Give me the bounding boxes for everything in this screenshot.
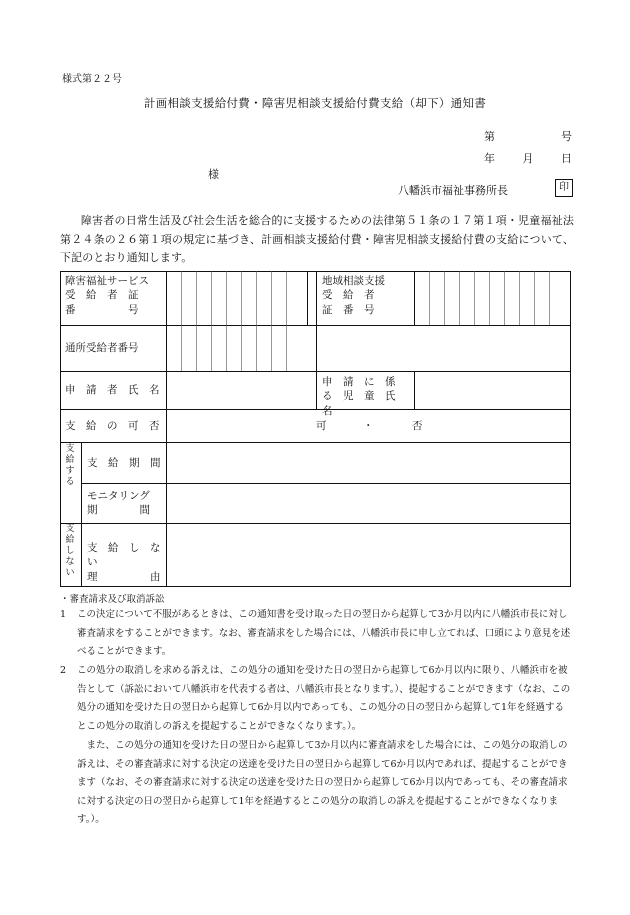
note-item-1-number: 1 — [60, 609, 67, 620]
issue-number-suffix: 号 — [561, 130, 572, 143]
issuer-name: 八幡浜市福祉事務所長 — [398, 184, 508, 197]
welfare-cert-label-line2: 受 給 者 証 — [65, 289, 139, 302]
seal-mark: 印 — [555, 179, 573, 197]
deny-reason-label-line2: 理 由 — [87, 570, 161, 583]
deny-option: 否 — [412, 420, 423, 432]
date-year: 年 — [484, 152, 495, 165]
date-day: 日 — [561, 152, 572, 165]
notification-form-table — [60, 271, 571, 587]
deny-reason-label-line1: 支 給 し な い — [87, 542, 171, 569]
community-cert-label-line1: 地域相談支援 — [322, 275, 385, 287]
body-paragraph: 障害者の日常生活及び社会生活を総合的に支援するための法律第５１条の１７第１項・児童福祉法第２４条の２６第１項の規定に基づき、計画相談支援給付費・障害児相談支援給付費の支給について、下記のとおり通知します。 — [60, 214, 574, 264]
issue-number — [484, 128, 572, 144]
child-label-line1: 申 請 に 係 — [322, 376, 396, 388]
date-month: 月 — [522, 152, 534, 165]
welfare-cert-number-label — [65, 274, 162, 317]
note-item-2-text: この処分の取消しを求める訴えは、この処分の通知を受けた日の翌日から起算して6か月以内に限り、八幡浜市を被告として（訴訟において八幡浜市を代表する者は、八幡浜市長となります。）、提起することができます（なお、この処分の通知を受けた日の翌日から起算して6か月以内であっても、この処分の日の翌日から起算して1年を経過するとこの処分の取消しの訴えを提起することができなくなります。）。 — [77, 665, 571, 732]
approval-label: 支 給 の 可 否 — [65, 420, 160, 432]
deny-vertical-label: 支給しない — [65, 524, 75, 578]
applicant-name-label: 申 請 者 氏 名 — [65, 384, 160, 396]
welfare-cert-label-line3: 番 号 — [65, 303, 139, 316]
issue-date — [484, 150, 572, 166]
grant-vertical-label: 支給する — [65, 444, 75, 487]
note-item-1-text: この決定について不服があるときは、この通知書を受け取った日の翌日から起算して3か月以内に八幡浜市長に対し審査請求をすることができます。なお、審査請求をした場合には、八幡浜市長に申し立てれば、口頭により意見を述べることができます。 — [77, 609, 571, 658]
note-item-1 — [60, 606, 573, 662]
document-title: 計画相談支援給付費・障害児相談支援給付費支給（却下）通知書 — [143, 96, 487, 110]
note-item-2-number: 2 — [60, 665, 67, 676]
approve-option: 可 — [316, 420, 327, 432]
note-item-3-text: また、この処分の通知を受けた日の翌日から起算して3か月以内に審査請求をした場合には、この処分の取消しの訴えは、その審査請求に対する決定の送達を受けた日の翌日から起算して6か月以内であれば、提起することができます（なお、その審査請求に対する決定の送達を受けた日の翌日から起算して6か月以内であっても、その審査請求に対する決定の日の翌日から起算して1年を経過するとこの処分の取消しの訴えを提起することができなくなります。）。 — [77, 740, 568, 826]
child-name-label — [322, 375, 414, 418]
day-service-number-label: 通所受給者番号 — [65, 342, 139, 354]
issue-number-prefix: 第 — [484, 130, 495, 143]
community-cert-label-line2: 受 給 者 — [322, 289, 375, 302]
monitoring-period-label — [87, 489, 163, 518]
welfare-cert-label-line1: 障害福祉サービス — [65, 275, 149, 287]
addressee-suffix: 様 — [208, 168, 219, 181]
note-item-2 — [60, 662, 573, 736]
community-cert-label-line3: 証 番 号 — [322, 303, 375, 316]
community-cert-number-label — [322, 274, 412, 317]
monitoring-label-line1: モニタリング — [87, 490, 150, 502]
form-number: 様式第２２号 — [62, 74, 122, 85]
monitoring-label-line2: 期 間 — [87, 504, 150, 517]
grant-period-label: 支 給 期 間 — [87, 457, 161, 469]
note-item-3 — [60, 737, 573, 830]
option-separator: ・ — [363, 420, 374, 432]
deny-reason-label — [87, 541, 171, 584]
child-label-line2: る 児 童 氏 名 — [322, 390, 406, 417]
notes-heading: ・審査請求及び取消訴訟 — [60, 594, 165, 605]
